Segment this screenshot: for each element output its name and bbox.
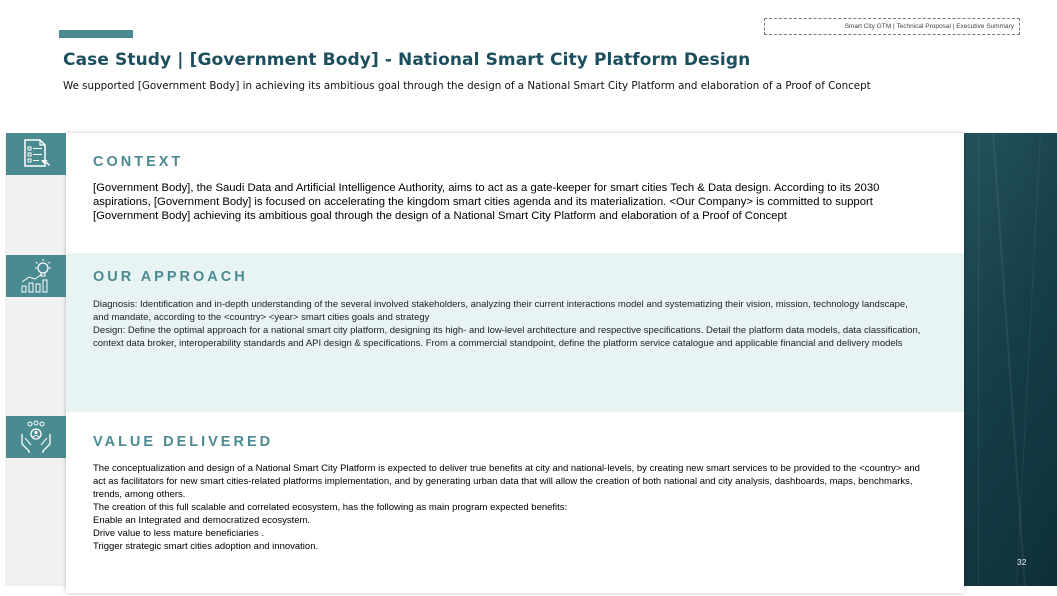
approach-design: Design: Define the optimal approach for a national smart city platform, designing its high- and low-level architecture and respective specifications. Detail the platform data models, data classification, context data broker, interoperability standards and API design & specifications. From a commercial standpoint, define the platform service catalogue and applicable financial and delivery models xyxy=(93,325,921,349)
document-checklist-icon xyxy=(21,138,51,170)
approach-body xyxy=(93,298,923,350)
value-benefit-item: Enable an Integrated and democratized ecosystem. xyxy=(93,515,311,526)
context-heading: CONTEXT xyxy=(93,154,184,170)
context-body xyxy=(93,181,923,223)
top-accent-bar xyxy=(59,30,133,38)
page-title: Case Study | [Government Body] - National Smart City Platform Design xyxy=(63,50,751,70)
value-benefit-item: Trigger strategic smart cities adoption and innovation. xyxy=(93,541,319,552)
value-heading: VALUE DELIVERED xyxy=(93,434,274,450)
header-tag: Smart City GTM | Technical Proposal | Executive Summary xyxy=(764,18,1020,35)
value-paragraph: The conceptualization and design of a National Smart City Platform is expected to deliver true benefits at city and national-levels, by creating new smart services to be provided to the <country> and act as facilitators for new smart cities-related platforms implementation, and by generating urban data that will allow the creation of both national and city analysis, dashboards, maps, benchmarks, trends, among others. xyxy=(93,463,920,500)
approach-icon-tab xyxy=(6,255,66,297)
approach-heading: OUR APPROACH xyxy=(93,269,248,285)
hands-people-icon xyxy=(20,420,52,454)
page-subtitle: We supported [Government Body] in achieving its ambitious goal through the design of a National Smart City Platform and elaboration of a Proof of Concept xyxy=(63,80,871,92)
value-paragraph: The creation of this full scalable and correlated ecosystem, has the following as main program expected benefits: xyxy=(93,502,568,513)
approach-diagnosis: Diagnosis: Identification and in-depth understanding of the several involved stakeholders, analyzing their current interactions model and systematizing their vision, mission, technology landscape, and mandate, according to the <country> <year> smart cities goals and strategy xyxy=(93,299,908,323)
value-icon-tab xyxy=(6,416,66,458)
context-icon-tab xyxy=(6,133,66,175)
value-benefit-item: Drive value to less mature beneficiaries . xyxy=(93,528,265,539)
value-body xyxy=(93,462,923,553)
lightbulb-growth-icon xyxy=(18,258,54,294)
page-number: 32 xyxy=(1017,557,1027,567)
context-paragraph: [Government Body], the Saudi Data and Artificial Intelligence Authority, aims to act as a gate-keeper for smart cities Tech & Data design. According to its 2030 aspirations, [Government Body] is focused on accelerating the kingdom smart cities agenda and its materialization. <Our Company> is committed to support [Government Body] achieving its ambitious goal through the design of a National Smart City Platform and elaboration of a Proof of Concept xyxy=(93,182,880,222)
